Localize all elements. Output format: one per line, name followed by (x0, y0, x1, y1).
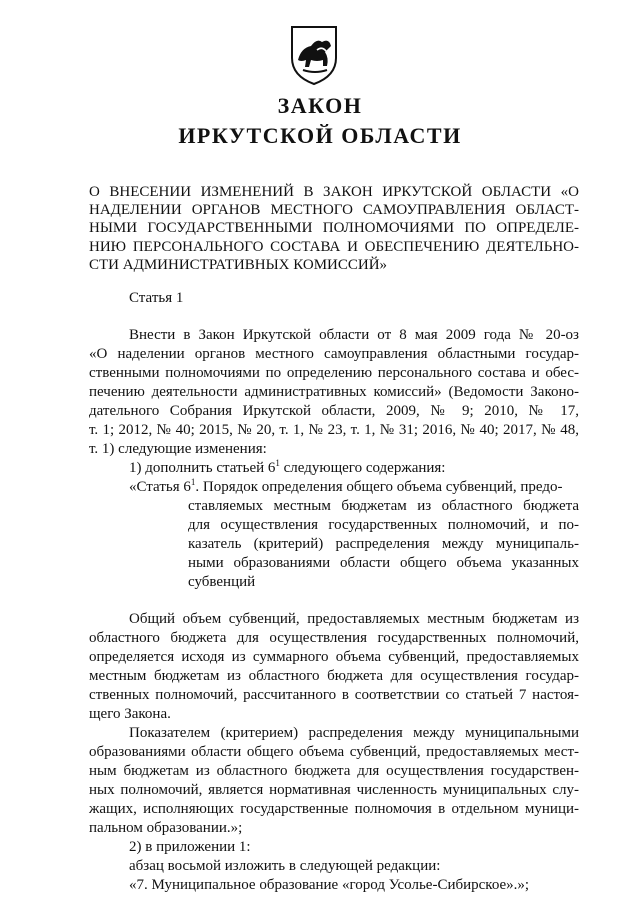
body-line: дательного Собрания Иркутской области, 2009, № 9; 2010, № 17, (89, 403, 579, 419)
paragraph-line: определяется исходя из суммарного объема субвенций, предоставляемых (89, 649, 579, 665)
quote-first-tail: . Порядок определения общего объема субвенций, предо- (195, 479, 563, 495)
quote-line: ными образованиями области общего объема указанных (188, 555, 579, 571)
amendment-item-2: 2) в приложении 1: (129, 839, 251, 855)
paragraph-line: местным бюджетам из областного бюджета для осуществления государ- (89, 668, 579, 684)
amendment-item-2-instruction: абзац восьмой изложить в следующей редакции: (129, 858, 441, 874)
body-line: т. 1) следующие изменения: (89, 441, 267, 457)
subject-line: СТИ АДМИНИСТРАТИВНЫХ КОМИССИЙ» (89, 256, 388, 273)
item1-text: 1) дополнить статьей 6 (129, 460, 276, 476)
item1-sup: 1 (275, 458, 280, 468)
quote-sup: 1 (190, 477, 196, 487)
subject-line: НАДЕЛЕНИИ ОРГАНОВ МЕСТНОГО САМОУПРАВЛЕНИЯ ОБЛАСТ- (89, 202, 579, 219)
law-region: ИРКУТСКОЙ ОБЛАСТИ (178, 123, 462, 148)
paragraph-line: ственных полномочий, рассчитанного в соответствии со статьей 7 настоя- (89, 687, 579, 703)
law-title: ЗАКОН (277, 93, 363, 118)
quote-line: субвенций (188, 574, 256, 590)
paragraph-line: ных полномочий, является нормативная численность муниципальных слу- (89, 782, 579, 798)
body-line: «О наделении органов местного самоуправления областными государ- (89, 346, 579, 362)
paragraph-line: пальном образовании.»; (89, 820, 243, 836)
law-subject (89, 183, 579, 274)
coat-of-arms-icon (289, 24, 339, 86)
item1-tail: следующего содержания: (279, 460, 446, 476)
subject-line: НИЮ ПЕРСОНАЛЬНОГО СОСТАВА И ОБЕСПЕЧЕНИЮ ДЕЯТЕЛЬНО- (89, 238, 579, 255)
quoted-article-heading (129, 479, 563, 496)
paragraph-line: Общий объем субвенций, предоставляемых местным бюджетам из (129, 611, 579, 627)
quote-line: для осуществления государственных полномочий, и по- (188, 517, 579, 533)
paragraph-line: ным бюджетам из областного бюджета для осуществления государствен- (89, 763, 579, 779)
amendment-item-2-text: «7. Муниципальное образование «город Усолье-Сибирское».»; (129, 877, 530, 893)
body-line: Внести в Закон Иркутской области от 8 мая 2009 года № 20-оз (129, 327, 579, 343)
quote-line: ставляемых местным бюджетам из областного бюджета (188, 498, 579, 514)
article-heading: Статья 1 (129, 290, 184, 306)
body-line: т. 1; 2012, № 40; 2015, № 20, т. 1, № 23, т. 1, № 31; 2016, № 40; 2017, № 48, (89, 422, 579, 438)
quote-start: «Статья 6 (129, 479, 191, 495)
paragraph-line: образованиями области общего объема субвенций, предоставляемых мест- (89, 744, 579, 760)
paragraph-line: жащих, исполняющих государственные полномочия в отдельном муници- (89, 801, 579, 817)
amendment-item-1 (129, 460, 445, 477)
body-line: печению деятельности административных комиссий» (Ведомости Законо- (89, 384, 579, 400)
subject-line: О ВНЕСЕНИИ ИЗМЕНЕНИЙ В ЗАКОН ИРКУТСКОЙ ОБЛАСТИ «О (89, 184, 579, 200)
body-line: ственными полномочиями по определению персонального состава и обес- (89, 365, 579, 381)
paragraph-line: Показателем (критерием) распределения между муниципальными (129, 725, 579, 741)
subject-line: НЫМИ ГОСУДАРСТВЕННЫМИ ПОЛНОМОЧИЯМИ ПО ОПРЕДЕЛЕ- (89, 220, 579, 237)
quote-line: казатель (критерий) распределения между муниципаль- (188, 536, 579, 552)
paragraph-line: областного бюджета для осуществления государственных полномочий, (89, 630, 579, 646)
paragraph-line: щего Закона. (89, 706, 171, 722)
